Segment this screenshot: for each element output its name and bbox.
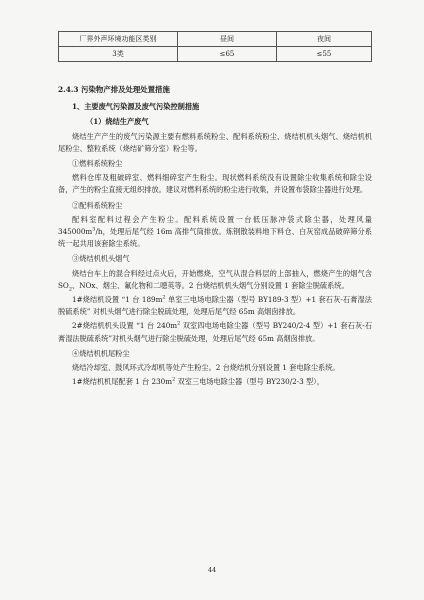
item-heading: ②配料系统粉尘 <box>72 200 123 210</box>
superscript: 2 <box>172 376 176 383</box>
item-heading: ③烧结机机头烟气 <box>72 254 130 264</box>
subsubsection-title: （1）烧结生产废气 <box>86 117 149 127</box>
text-run: /h，处理后尾气经 16m 高排气筒排放。炼钢散装料地下料仓、白灰窑成品破碎筛分系统一起共用该套除尘系统。 <box>58 227 372 249</box>
paragraph: 燃料仓库及粗破碎室、燃料细碎室产生粉尘。现状燃料系统没有设置除尘收集系统和除尘设备，产生的粉尘直接无组织排放。建议对燃料系统的粉尘进行收集，并设置布袋除尘器进行处理。 <box>58 173 372 195</box>
paragraph <box>58 376 372 388</box>
paragraph: 烧结冷却室、鼓风环式冷却机等处产生粉尘。2 台烧结机分别设置 1 套电除尘系统。 <box>72 363 340 373</box>
text-run: 单室三电场电除尘器（型号 BY189-3 型）+1 套石灰-石膏湿法脱硫系统” 对机头烟气进行除尘脱硫处理，处理后尾气经 65m 高烟囱排放。 <box>58 295 372 317</box>
paragraph <box>58 294 372 318</box>
text-run: 1#烧结机设置 “1 台 189m <box>72 295 163 305</box>
superscript: 2 <box>177 321 181 328</box>
table-header-cell: 厂界外声环境功能区类别 <box>59 32 178 47</box>
table-row <box>59 47 372 62</box>
item-heading: ④烧结机机尾粉尘 <box>72 348 130 358</box>
item-heading: ①燃料系统粉尘 <box>72 159 123 169</box>
text-run: 2#烧结机机头设置 “1 台 240m <box>72 321 178 331</box>
table-header-cell: 夜间 <box>277 32 372 47</box>
text-run: 双室三电场电除尘器（型号 BY230/2-3 型）， <box>175 377 324 387</box>
subscript: 2 <box>68 286 73 293</box>
paragraph <box>58 320 372 344</box>
paragraph: 烧结生产产生的废气污染源主要有燃料系统粉尘、配料系统粉尘、烧结机机头烟气、烧结机机尾粉尘、整粒系统（烧结矿筛分室）粉尘等。 <box>58 131 372 153</box>
superscript: 2 <box>162 294 166 301</box>
table-cell: ≤55 <box>277 47 372 62</box>
table-header-row <box>59 32 372 47</box>
noise-standard-table <box>58 31 372 62</box>
text-run: 1#烧结机机尾配套 1 台 230m <box>72 377 173 387</box>
paragraph <box>58 268 372 292</box>
page-number: 44 <box>207 566 217 574</box>
text-run: 烧结台车上的混合料经过点火后，开始燃烧，空气从混合料层的上部抽入，燃烧产生的烟气含 SO <box>58 268 372 290</box>
section-title: 2.4.3 污染物产排及处理处置措施 <box>58 85 170 94</box>
superscript: 3 <box>92 226 96 233</box>
table-cell: ≤65 <box>178 47 277 62</box>
subsection-title: 1、主要废气污染源及废气污染控制措施 <box>72 102 200 112</box>
table-cell: 3类 <box>59 47 178 62</box>
table-header-cell: 昼间 <box>178 32 277 47</box>
document-body <box>58 31 372 388</box>
paragraph <box>58 214 372 251</box>
text-run: 、NOx、烟尘、氟化物和二噁英等。2 台烧结机机头烟气分别设置 1 套除尘脱硫系统。 <box>72 280 349 290</box>
text-run: 双室四电场电除尘器（型号 BY240/2-4 型）+1 套石灰-石膏湿法脱硫系统”对机头烟气进行除尘脱硫处理，处理后尾气经 65m 高烟囱排放。 <box>58 321 373 343</box>
text-run: 配料室配料过程会产生粉尘。配料系统设置一台低压脉冲袋式除尘器，处理风量 345000m <box>58 214 372 237</box>
